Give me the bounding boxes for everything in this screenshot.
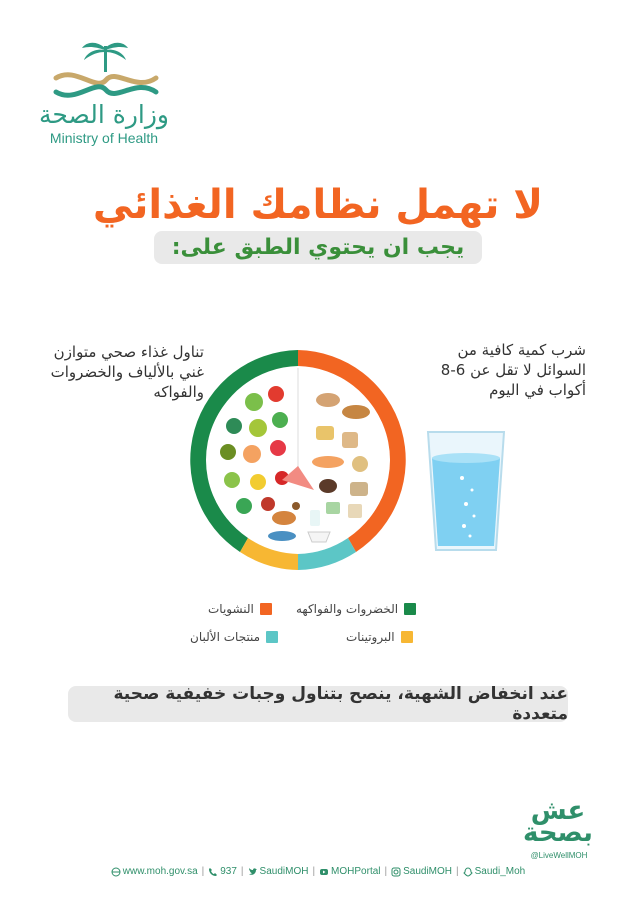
youtube-icon bbox=[319, 867, 329, 877]
legend-proteins bbox=[346, 630, 413, 644]
footer-youtube[interactable] bbox=[319, 866, 380, 877]
tip-text: عند انخفاض الشهية، ينصح بتناول وجبات خفيفية صحية متعددة bbox=[113, 684, 568, 724]
globe-icon bbox=[111, 867, 121, 877]
legend-label: البروتينات bbox=[346, 630, 395, 644]
right-note-line: أكواب في اليوم bbox=[489, 381, 586, 399]
legend-starches bbox=[208, 602, 272, 616]
footer-twitter[interactable] bbox=[248, 866, 309, 877]
live-well-handle: @LiveWellMOH bbox=[530, 851, 588, 860]
legend-swatch bbox=[404, 603, 416, 615]
phone-icon bbox=[208, 867, 218, 877]
water-glass-icon bbox=[422, 428, 510, 556]
right-note-line: شرب كمية كافية من bbox=[457, 341, 586, 359]
food-plate-illustration bbox=[178, 340, 418, 580]
instagram-icon bbox=[391, 867, 401, 877]
twitter-icon bbox=[248, 867, 258, 877]
legend-swatch bbox=[266, 631, 278, 643]
legend-label: منتجات الألبان bbox=[190, 630, 261, 644]
footer-links: www.moh.gov.sa | 937 | SaudiMOH | MOHPortal | SaudiMOH | Saudi_Moh bbox=[0, 866, 636, 877]
footer-label: SaudiMOH bbox=[403, 866, 453, 877]
left-note-line: تناول غذاء صحي متوازن bbox=[53, 343, 204, 361]
left-note-line: والفواكه bbox=[153, 383, 204, 401]
legend-label: النشويات bbox=[208, 602, 254, 616]
logo-arabic-text: وزارة الصحة bbox=[39, 100, 169, 129]
legend-dairy bbox=[190, 630, 278, 644]
footer-label: Saudi_Moh bbox=[474, 866, 526, 877]
tip-banner bbox=[68, 686, 568, 722]
legend-vegetables bbox=[296, 602, 416, 616]
legend-label: الخضروات والفواكهه bbox=[296, 602, 399, 616]
live-well-logo: عش بصحة bbox=[523, 796, 593, 848]
footer-label: www.moh.gov.sa bbox=[122, 866, 198, 877]
footer-label: SaudiMOH bbox=[259, 866, 309, 877]
subtitle: يجب ان يحتوي الطبق على: bbox=[154, 231, 483, 264]
footer-snapchat[interactable] bbox=[463, 866, 526, 877]
right-note-line: السوائل لا تقل عن 6-8 bbox=[440, 361, 586, 379]
footer-label: 937 bbox=[220, 866, 237, 877]
footer-label: MOHPortal bbox=[331, 866, 381, 877]
logo-english-text: Ministry of Health bbox=[49, 130, 159, 146]
footer-phone[interactable] bbox=[208, 866, 237, 877]
page-title: لا تهمل نظامك الغذائي bbox=[92, 182, 544, 228]
snapchat-icon bbox=[463, 867, 473, 877]
footer-instagram[interactable] bbox=[391, 866, 452, 877]
right-note bbox=[418, 340, 586, 400]
left-note-line: غني بالألياف والخضروات bbox=[50, 363, 204, 381]
legend-swatch bbox=[260, 603, 272, 615]
footer-website[interactable] bbox=[111, 866, 198, 877]
legend-swatch bbox=[401, 631, 413, 643]
